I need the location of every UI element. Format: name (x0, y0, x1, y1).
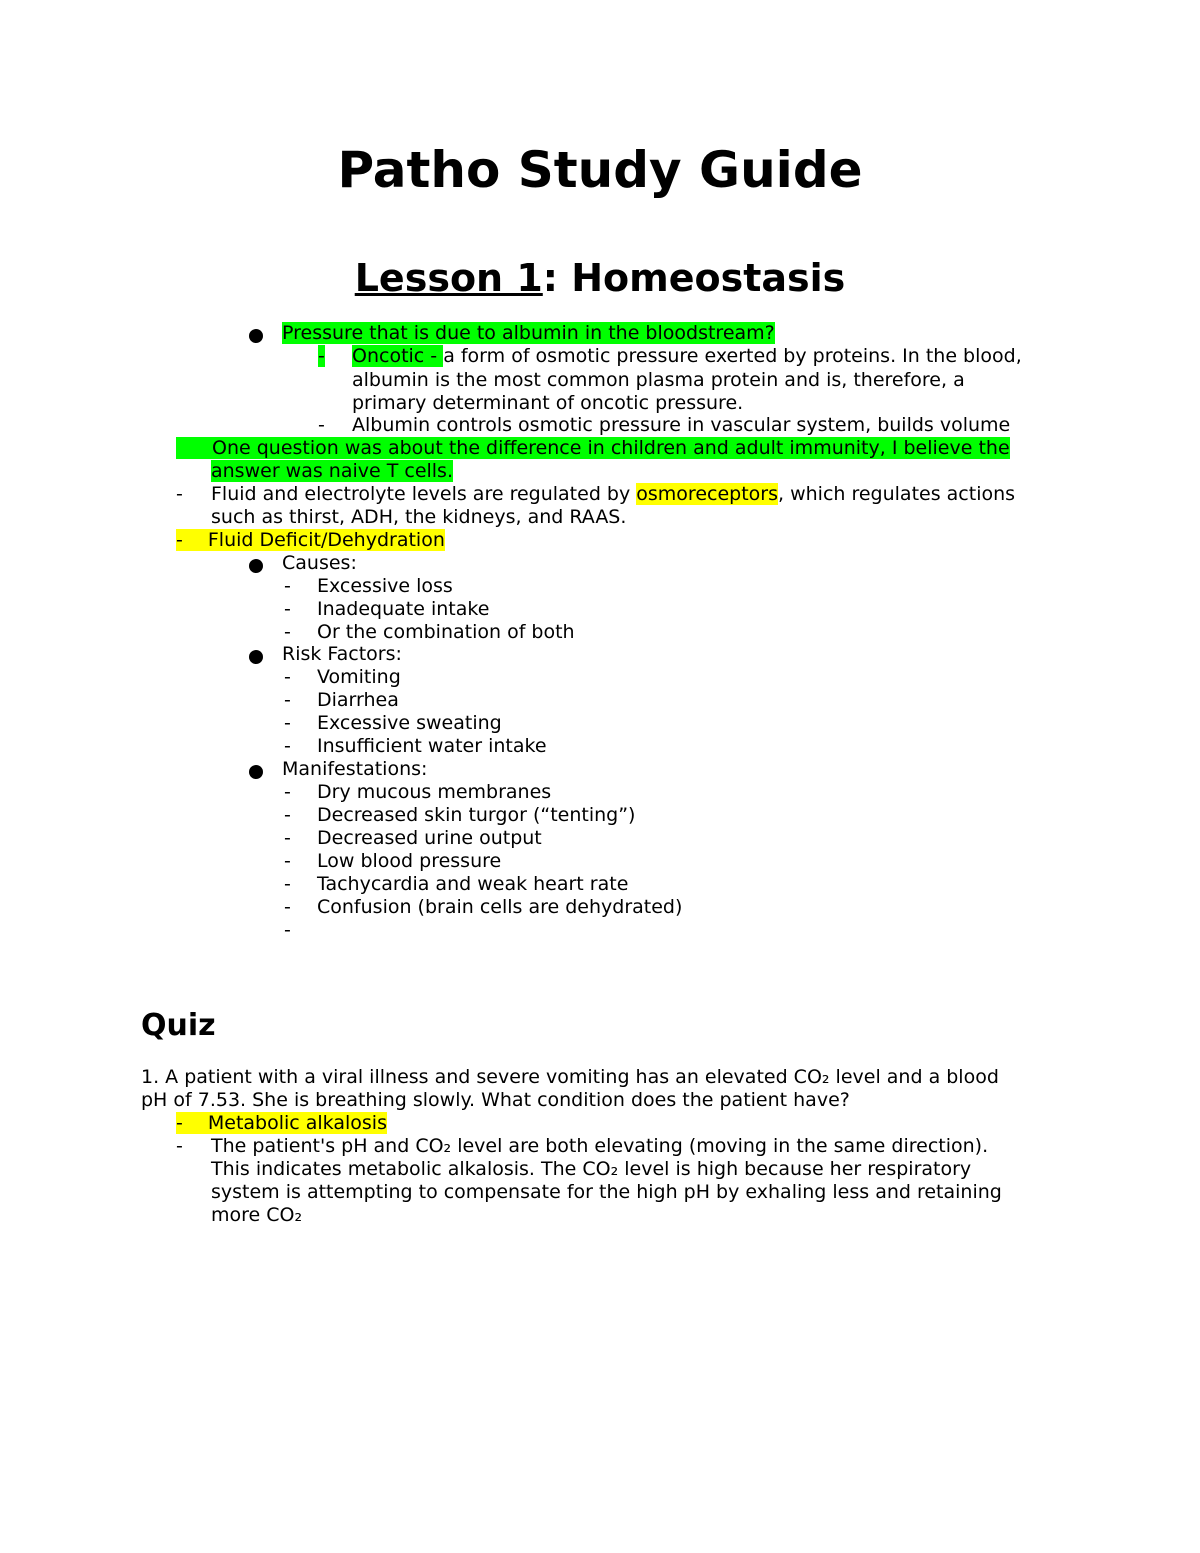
list-item: Fluid and electrolyte levels are regulated by osmoreceptors, which regulates actions (211, 483, 1016, 505)
list-item: Low blood pressure (317, 850, 502, 872)
dash-marker: - (284, 621, 291, 643)
quiz-question: 1. A patient with a viral illness and severe vomiting has an elevated CO₂ level and a blood (141, 1066, 999, 1088)
list-item: Vomiting (317, 666, 401, 688)
bullet-icon (249, 559, 263, 573)
dash-marker: - (284, 850, 291, 872)
quiz-explanation-continuation: system is attempting to compensate for the high pH by exhaling less and retaining (211, 1181, 1002, 1203)
quiz-heading: Quiz (141, 1008, 216, 1043)
dash-marker: - (284, 896, 291, 918)
list-item-continuation: primary determinant of oncotic pressure. (352, 392, 744, 414)
list-item: Decreased skin turgor (“tenting”) (317, 804, 636, 826)
list-item: Oncotic - a form of osmotic pressure exerted by proteins. In the blood, (352, 345, 1022, 367)
list-item: Decreased urine output (317, 827, 542, 849)
page-title: Patho Study Guide (337, 141, 863, 199)
list-item: Inadequate intake (317, 598, 490, 620)
list-item: Excessive loss (317, 575, 453, 597)
list-item: Tachycardia and weak heart rate (317, 873, 629, 895)
bullet-icon (249, 329, 263, 343)
dash-marker: - (284, 712, 291, 734)
quiz-question-continuation: pH of 7.53. She is breathing slowly. What condition does the patient have? (141, 1089, 850, 1111)
list-item: Confusion (brain cells are dehydrated) (317, 896, 683, 918)
dash-marker: - (284, 827, 291, 849)
lesson-topic: : Homeostasis (542, 256, 846, 300)
dash-marker: - (318, 345, 325, 367)
list-item: Risk Factors: (282, 643, 402, 665)
list-item: Or the combination of both (317, 621, 575, 643)
list-item: Excessive sweating (317, 712, 502, 734)
list-item: Manifestations: (282, 758, 428, 780)
list-item: Pressure that is due to albumin in the bloodstream? (282, 322, 775, 344)
dash-marker: - (284, 666, 291, 688)
dash-marker: - (176, 483, 183, 505)
quiz-explanation-continuation: This indicates metabolic alkalosis. The CO₂ level is high because her respiratory (211, 1158, 972, 1180)
quiz-answer: - Metabolic alkalosis (176, 1112, 387, 1134)
list-item-continuation: albumin is the most common plasma protein and is, therefore, a (352, 369, 965, 391)
dash-marker: - (284, 873, 291, 895)
quiz-explanation: The patient's pH and CO₂ level are both elevating (moving in the same direction). (211, 1135, 989, 1157)
bullet-icon (249, 650, 263, 664)
dash-marker: - (318, 414, 325, 436)
dash-marker: - (284, 575, 291, 597)
lesson-number: Lesson 1 (354, 256, 543, 300)
list-item-continuation: answer was naive T cells. (211, 460, 453, 482)
dash-marker: - (284, 689, 291, 711)
list-item-continuation: such as thirst, ADH, the kidneys, and RAAS. (211, 506, 627, 528)
list-item: One question was about the difference in children and adult immunity, I believe the (176, 437, 1010, 460)
list-item: Causes: (282, 552, 357, 574)
list-item: Diarrhea (317, 689, 399, 711)
list-item: Albumin controls osmotic pressure in vascular system, builds volume (352, 414, 1011, 436)
bullet-icon (249, 765, 263, 779)
list-item: - Fluid Deficit/Dehydration (176, 529, 445, 551)
dash-marker: - (176, 1135, 183, 1157)
lesson-heading (0, 254, 1200, 302)
dash-marker: - (284, 735, 291, 757)
dash-marker: - (284, 919, 291, 941)
dash-marker: - (284, 598, 291, 620)
dash-marker: - (284, 781, 291, 803)
list-item: Insufficient water intake (317, 735, 547, 757)
dash-marker: - (284, 804, 291, 826)
list-item: Dry mucous membranes (317, 781, 552, 803)
quiz-explanation-continuation: more CO₂ (211, 1204, 303, 1226)
